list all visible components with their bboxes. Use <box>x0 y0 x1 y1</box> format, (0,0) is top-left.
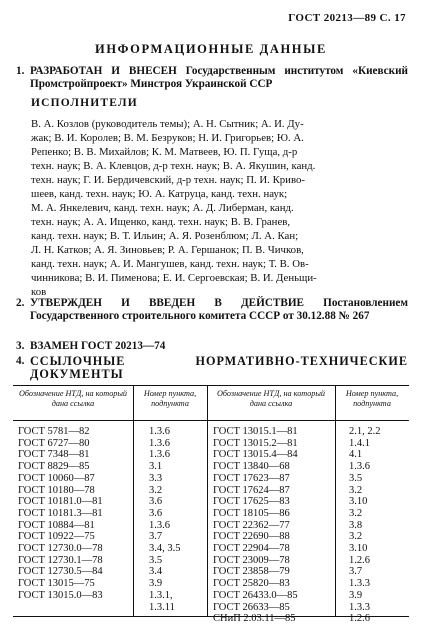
table-cell: 3.7 <box>349 566 363 578</box>
table-cell: 1.3.6 <box>149 519 170 531</box>
table-cell: ГОСТ 10060—87 <box>18 472 95 484</box>
section-1-number: 1. <box>16 65 25 77</box>
table-cell: 3.4 <box>149 566 163 578</box>
table-cell: 1.3.3 <box>349 578 370 590</box>
table-cell: 3.10 <box>349 496 368 508</box>
executors-line: техн. наук; В. А. Клевцов, д-р техн. наук; В. А. Якушин, канд. <box>31 160 316 172</box>
section-1-text: РАЗРАБОТАН И ВНЕСЕН Государственным институтом «Киевский Промстройпроект» Минстроя Украинской ССР <box>30 65 408 90</box>
executors-line: жак; В. И. Королев; В. М. Безруков; Н. И. Григорьев; Ю. А. <box>31 132 304 144</box>
table-cell: 3.3 <box>149 472 163 484</box>
table-cell: 1.3.6 <box>149 426 170 437</box>
table-cell: ГОСТ 23858—79 <box>213 566 290 578</box>
executors-line: В. А. Козлов (руководитель темы); А. Н. Сытник; А. И. Ду- <box>31 118 304 130</box>
table-cell: 4.1 <box>349 449 363 461</box>
section-3 <box>16 340 408 353</box>
section-3-text: ВЗАМЕН ГОСТ 20213—74 <box>30 340 166 352</box>
table-cell: ГОСТ 25820—83 <box>213 578 290 590</box>
table-cell: 1.3.6 <box>149 449 170 461</box>
table-cell: 1.4.1 <box>349 437 370 449</box>
table-cell: 3.2 <box>349 484 363 496</box>
section-1 <box>16 65 408 91</box>
column-doc-right <box>213 426 298 625</box>
header-item-left: Номер пункта, подпункта <box>143 389 197 408</box>
section-2-number: 2. <box>16 297 25 309</box>
table-cell: 3.6 <box>149 507 163 519</box>
table-cell: ГОСТ 10181.3—81 <box>18 507 103 519</box>
table-cell: ГОСТ 13015.4—84 <box>213 449 298 461</box>
table-cell: 1.3.3 <box>349 601 370 613</box>
section-2 <box>16 297 408 323</box>
executors-line: канд. техн. наук; В. Т. Ильин; А. Я. Розенблюм; Л. А. Кан; <box>31 230 299 242</box>
table-cell: 1.3.6 <box>349 461 370 473</box>
table-cell: 3.10 <box>349 543 368 555</box>
section-4-text: ССЫЛОЧНЫЕ НОРМАТИВНО-ТЕХНИЧЕСКИЕ ДОКУМЕНТЫ <box>30 354 408 381</box>
table-cell: 3.9 <box>149 578 163 590</box>
executors-line: Репенко; В. В. Михайлов; К. М. Матвеев, Ю. П. Гуща, д-р <box>31 146 298 158</box>
table-cell: 1.2.6 <box>349 613 370 625</box>
table-cell: 3.9 <box>349 589 363 601</box>
table-cell: 3.8 <box>349 519 363 531</box>
table-cell: ГОСТ 26633—85 <box>213 601 290 613</box>
table-cell: ГОСТ 17623—87 <box>213 472 290 484</box>
column-item-right <box>349 426 381 625</box>
executors-line: шеев, канд. техн. наук; Ю. А. Катруца, канд. техн. наук; <box>31 188 288 200</box>
table-header-rule <box>13 420 409 421</box>
page-header: ГОСТ 20213—89 С. 17 <box>288 12 406 24</box>
table-cell: 3.7 <box>149 531 163 543</box>
table-cell: 2.1, 2.2 <box>349 426 381 437</box>
table-cell: ГОСТ 10181.0—81 <box>18 496 103 508</box>
table-cell: ГОСТ 5781—82 <box>18 426 90 437</box>
table-cell: ГОСТ 7348—81 <box>18 449 90 461</box>
section-3-number: 3. <box>16 340 25 352</box>
table-cell: ГОСТ 10922—75 <box>18 531 95 543</box>
table-cell: ГОСТ 22690—88 <box>213 531 290 543</box>
table-cell: 3.6 <box>149 496 163 508</box>
table-cell: 1.3.11 <box>149 601 175 613</box>
table-cell: 3.1 <box>149 461 163 473</box>
column-item-left <box>149 426 181 613</box>
executors-line: техн. наук; А. А. Ищенко, канд. техн. наук; В. В. Гранев, <box>31 216 291 228</box>
executors-line: техн. наук; Г. И. Бердичевский, д-р техн. наук; П. И. Криво- <box>31 174 305 186</box>
executors-list <box>31 117 408 299</box>
executors-line: Л. Н. Катков; А. Я. Зиновьев; Р. А. Гершанок; П. В. Чичков, <box>31 244 304 256</box>
table-cell: 1.3.6 <box>149 437 170 449</box>
table-cell: ГОСТ 23009—78 <box>213 554 290 566</box>
table-cell: 3.2 <box>149 484 163 496</box>
table-cell: ГОСТ 12730.1—78 <box>18 554 103 566</box>
executors-heading: ИСПОЛНИТЕЛИ <box>31 97 138 109</box>
table-cell: ГОСТ 13015.0—83 <box>18 589 103 601</box>
page-title: ИНФОРМАЦИОННЫЕ ДАННЫЕ <box>95 42 327 56</box>
executors-line: ков <box>31 286 47 298</box>
header-item-right: Номер пункта, подпункта <box>345 389 399 408</box>
references-table <box>13 385 409 625</box>
executors-line: М. А. Янкелевич, канд. техн. наук; А. Д. Либерман, канд. <box>31 202 294 214</box>
column-doc-left <box>18 426 103 602</box>
header-doc-left: Обозначение НТД, на который дана ссылка <box>18 389 128 408</box>
section-2-text: УТВЕРЖДЕН И ВВЕДЕН В ДЕЙСТВИЕ Постановлением Государственного строительного комитета СССР от 30.12.88 № 267 <box>30 297 408 322</box>
table-cell: ГОСТ 17624—87 <box>213 484 290 496</box>
table-cell: ГОСТ 13015—75 <box>18 578 95 590</box>
table-cell: ГОСТ 10884—81 <box>18 519 95 531</box>
executors-line: чинникова; В. И. Пименова; Е. И. Сергоевская; В. И. Деньщи- <box>31 272 317 284</box>
executors-line: канд. техн. наук; А. И. Мангушев, канд. техн. наук; Т. В. Ов- <box>31 258 309 270</box>
table-cell: 1.3.1, <box>149 589 173 601</box>
table-cell: ГОСТ 17625—83 <box>213 496 290 508</box>
table-cell: 3.4, 3.5 <box>149 543 181 555</box>
table-cell: ГОСТ 26433.0—85 <box>213 589 298 601</box>
table-cell: ГОСТ 18105—86 <box>213 507 290 519</box>
table-cell: ГОСТ 6727—80 <box>18 437 90 449</box>
table-cell: ГОСТ 13840—68 <box>213 461 290 473</box>
table-cell: ГОСТ 22362—77 <box>213 519 290 531</box>
table-cell: ГОСТ 13015.1—81 <box>213 426 298 437</box>
table-cell: ГОСТ 13015.2—81 <box>213 437 298 449</box>
table-cell: СНиП 2.03.11—85 <box>213 613 296 625</box>
header-doc-right: Обозначение НТД, на который дана ссылка <box>216 389 326 408</box>
table-cell: 3.5 <box>349 472 363 484</box>
table-cell: ГОСТ 22904—78 <box>213 543 290 555</box>
table-cell: ГОСТ 12730.0—78 <box>18 543 103 555</box>
table-cell: 3.5 <box>149 554 163 566</box>
table-cell: 3.2 <box>349 531 363 543</box>
table-cell: ГОСТ 10180—78 <box>18 484 95 496</box>
section-4-number: 4. <box>16 355 25 367</box>
table-cell: 1.2.6 <box>349 554 370 566</box>
table-cell: ГОСТ 8829—85 <box>18 461 90 473</box>
section-4 <box>16 355 408 381</box>
table-cell: 3.2 <box>349 507 363 519</box>
table-cell: ГОСТ 12730.5—84 <box>18 566 103 578</box>
